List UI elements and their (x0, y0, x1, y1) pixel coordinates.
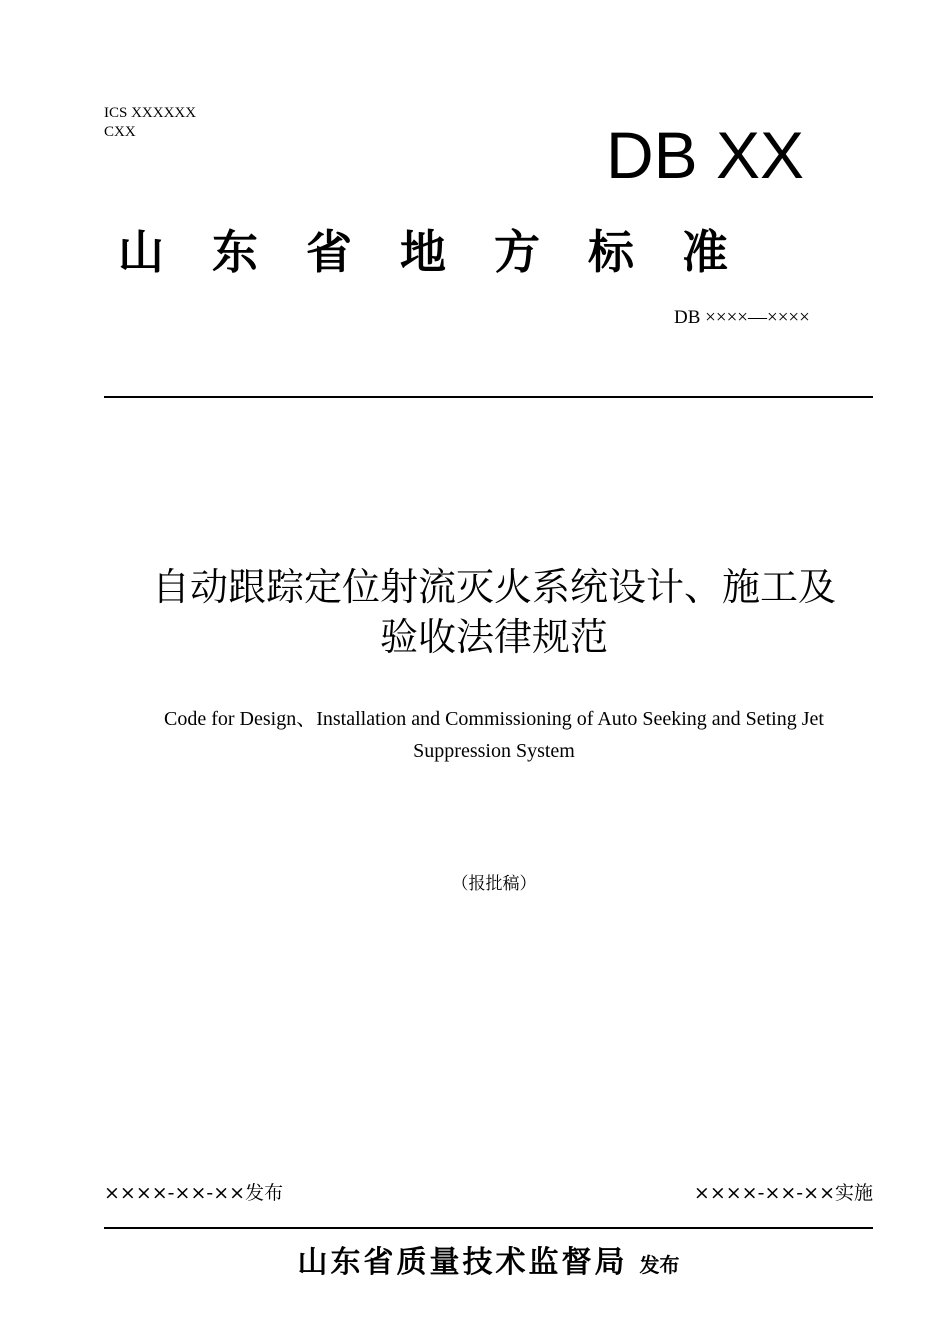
bottom-divider (104, 1227, 873, 1229)
issue-date: ××××-××-××发布 (104, 1182, 284, 1204)
ics-code: ICS XXXXXX (104, 105, 197, 121)
standard-type-title: 山东省地方标准 (118, 225, 776, 279)
chinese-title (104, 562, 884, 662)
english-title-line-1: Code for Design、Installation and Commissioning of Auto Seeking and Seting Jet (164, 708, 824, 730)
draft-status: （报批稿） (451, 874, 537, 894)
issuer-suffix: 发布 (639, 1253, 680, 1277)
top-divider (104, 396, 873, 398)
issuer-line (104, 1241, 873, 1287)
classification-code: CXX (104, 124, 136, 140)
chinese-title-line-1: 自动跟踪定位射流灭火系统设计、施工及 (151, 565, 836, 609)
db-mark: DB XX (606, 118, 805, 192)
english-title (104, 703, 884, 767)
standard-number: DB ××××—×××× (674, 307, 810, 328)
implementation-date: ××××-××-××实施 (693, 1182, 873, 1204)
chinese-title-line-2: 验收法律规范 (379, 615, 608, 659)
issuer-name: 山东省质量技术监督局 (297, 1245, 628, 1280)
english-title-line-2: Suppression System (413, 740, 575, 762)
